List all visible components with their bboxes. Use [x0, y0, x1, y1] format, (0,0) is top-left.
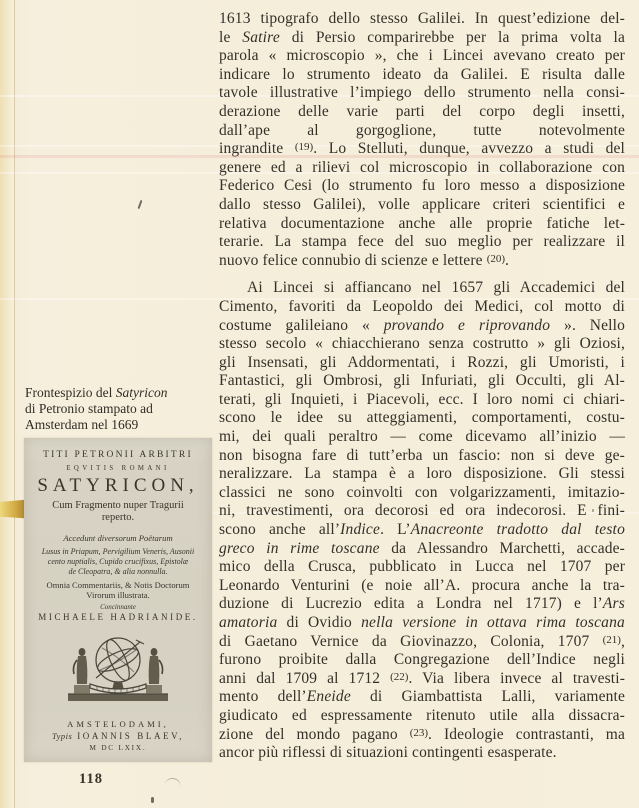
caption-line: Frontespizio del Satyricon: [25, 385, 168, 400]
text-line: scono anche all’Indice. L’Anacreonte tradotto dal testo: [219, 521, 626, 539]
text-line: giudicato ed espressamente ritenuto utile alla dissacra-: [219, 706, 625, 724]
text-line: terarie. La stampa fece del suo meglio per realizzare il: [219, 233, 625, 251]
text-line: parola « microscopio », che i Lincei avevano creato per: [219, 47, 625, 65]
caption-line: di Petronio stampato ad: [25, 400, 153, 416]
text-line: stesso secolo « chiacchierano senza costrutto » gli Oziosi,: [219, 335, 625, 353]
text-line: mico della Crusca, pubblicato in Lucca nel 1707 per: [219, 558, 625, 576]
text-line: Cimento, favoriti da Leopoldo dei Medici, col motto di: [219, 297, 625, 315]
paragraph: [219, 279, 625, 762]
text-line: nuovo felice connubio di scienze e lettere $^{(20)}$.: [219, 251, 510, 269]
text-line: ingrandite $^{(19)}$. Lo Stelluti, dunque, avvezzo a studi del: [219, 140, 625, 158]
page-gutter-edge: [0, 0, 15, 808]
text-line: dallo stesso Galilei), volle applicare criteri scientifici e: [219, 195, 625, 213]
imprint-printer: [24, 731, 212, 741]
pencil-mark: [165, 777, 182, 787]
ink-speck: [138, 200, 143, 209]
text-line: le Satire di Persio comparirebbe per la prima volta la: [219, 28, 625, 46]
text-line: 1613 tipografo dello stesso Galilei. In quest’edizione del-: [219, 10, 625, 27]
caption-line: Amsterdam nel 1669: [25, 416, 139, 432]
text-line: di Gaetano Vernice da Giovinazzo, Colonia, 1707 $^{(21)}$,: [219, 632, 625, 650]
frontispiece-rank: EQVITIS ROMANI: [66, 465, 170, 472]
text-line: furono proibite dalla Congregazione dell’Indice negli: [219, 651, 625, 669]
text-line: derazione delle varie parti del corpo degli insetti,: [219, 102, 625, 120]
frontispiece-concinnante: Concinnante: [100, 603, 136, 611]
paragraph: [219, 10, 625, 270]
text-line: mi, dei quali peraltro — come dicevamo all’inizio —: [219, 428, 625, 446]
text-line: ancor più riflessi di situazioni contingenti esasperate.: [219, 744, 557, 762]
frontispiece-title: SATYRICON,: [37, 475, 199, 496]
frontispiece-text-line: Lusus in Priapum, Pervigilium Veneris, Ausonii: [41, 547, 195, 556]
imprint-city: AMSTELODAMI,: [67, 719, 169, 729]
text-line: terati, gli Inquieti, i Piacevoli, ecc. I loro nomi ci chiari-: [219, 390, 625, 408]
text-line: neralizzare. La stampa è a loro disposizione. Gli stessi: [219, 465, 625, 483]
text-line: relativa documentazione anche alle proprie fatiche let-: [219, 214, 625, 232]
frontispiece-author: TITI PETRONII ARBITRI: [43, 450, 193, 460]
text-line: zione del mondo pagano $^{(23)}$. Ideologie contrastanti, ma: [219, 725, 625, 743]
frontispiece-text-line: Omnia Commentariis, & Notis Doctorum: [46, 580, 190, 590]
text-line: Fantastici, gli Ombrosi, gli Infuriati, gli Occulti, gli Al-: [219, 372, 625, 390]
ink-speck: [151, 797, 154, 803]
frontispiece-subtitle: reperto.: [101, 512, 135, 523]
frontispiece-text-line: de Cleopatra, & alia nonnulla.: [68, 566, 168, 576]
frontispiece-editor: MICHAELE HADRIANIDE.: [38, 612, 198, 622]
page-number: 118: [79, 771, 103, 787]
text-line: anni dal 1709 al 1712 $^{(22)}$. Via libera invece al travesti-: [219, 669, 626, 687]
text-line: non bisogna fare di tutt’erba un fascio: non si deve ge-: [219, 446, 625, 464]
frontispiece-commentary-note: [24, 580, 212, 600]
frontispiece-text-line: cento nuptialis, Cupido crucifixus, Epistolæ: [47, 556, 189, 566]
text-line: indicare lo strumento ideato da Galilei. E risulta dalle: [219, 65, 625, 83]
text-line: genere ed a rilievi col microscopio in collaborazione con: [219, 158, 625, 176]
text-line: amatoria di Ovidio nella versione in ottava rima toscana: [219, 614, 625, 631]
armillary-sphere-printer-device-icon: [24, 628, 212, 704]
text-line: duzione di Lucrezio edita a Londra nel 1717) e l’Ars: [219, 595, 625, 613]
text-line: ni, travestimenti, ora decorosi ed ora indecorosi. E fini-: [219, 502, 625, 520]
text-line: Ai Lincei si affiancano nel 1657 gli Accademici del: [247, 279, 625, 297]
imprint-printer-name: IOANNIS BLAEV,: [77, 731, 184, 741]
imprint-typis-label: Typis: [52, 731, 73, 741]
text-line: gli Insensati, gli Addormentati, i Rozzi, gli Umoristi, i: [219, 353, 625, 371]
text-line: Leonardo Venturini (e noie all’A. procura anche la tra-: [219, 576, 625, 594]
text-line: Federico Cesi (lo strumento fu loro messo a disposizione: [219, 177, 625, 195]
text-line: classici ne sono coinvolti con volgarizzamenti, imitazio-: [219, 483, 625, 501]
frontispiece-text-line: Virorum illustrata.: [86, 590, 150, 601]
text-line: dall’ape al gorgoglione, tutte notevolmente: [219, 121, 625, 139]
text-line: tavole illustrative l’impiego dello strumento nella consi-: [219, 84, 625, 102]
frontispiece-contents: [24, 547, 212, 576]
text-line: costume galileiano « provando e riprovando ». Nello: [219, 316, 625, 334]
text-line: scono le idee su atteggiamenti, comportamenti, costu-: [219, 409, 625, 427]
text-line: mento dell’Eneide di Giambattista Lalli, variamente: [219, 688, 625, 706]
frontispiece-plate: [24, 438, 212, 762]
main-text-column: [219, 10, 625, 763]
frontispiece-accedunt: Accedunt diversorum Poëtarum: [63, 533, 173, 543]
imprint-year: M DC LXIX.: [89, 744, 147, 752]
plate-caption: [25, 385, 210, 432]
text-line: greco in rime toscane da Alessandro Marchetti, accade-: [219, 539, 625, 557]
frontispiece-subtitle: Cum Fragmento nuper Tragurii: [52, 500, 184, 511]
